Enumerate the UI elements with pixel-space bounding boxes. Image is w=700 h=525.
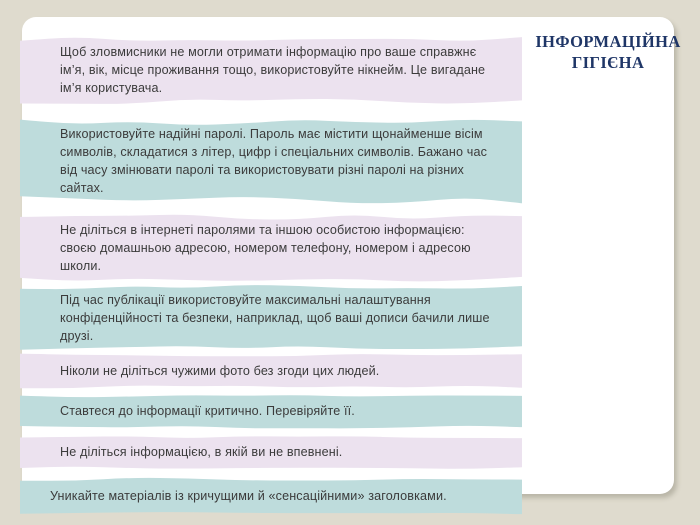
tip-text-1: Щоб зловмисники не могли отримати інформацію про ваше справжнє ім’я, вік, місце проживання тощо, використовуйте нікнейм. Це вигадане ім’я користувача.	[60, 44, 486, 96]
title-column	[520, 17, 696, 494]
tip-bubble-5	[20, 353, 522, 389]
tip-text-7: Не діліться інформацією, в якій ви не впевнені.	[60, 445, 343, 460]
tip-bubble-2	[20, 117, 522, 205]
tip-bubble-3	[20, 213, 522, 283]
page-title: ІНФОРМАЦІЙНА ГІГІЄНА	[535, 32, 681, 73]
tip-bubble-7	[20, 435, 522, 470]
tip-text-4: Під час публікації використовуйте максимальні налаштування конфіденційності та безпеки, наприклад, щоб ваші дописи бачили лише друзі.	[60, 292, 490, 344]
tip-text-2: Використовуйте надійні паролі. Пароль має містити щонайменше вісім символів, складатися з літер, цифр і спеціальних символів. Бажано час від часу змінювати паролі та використовувати різні паролі на різних сайтах.	[60, 126, 487, 196]
tip-text-6: Ставтеся до інформації критично. Перевіряйте її.	[60, 404, 355, 419]
tip-text-8: Уникайте матеріалів із кричущими й «сенсаційними» заголовками.	[50, 488, 447, 503]
tips-list	[20, 17, 524, 503]
tip-text-3: Не діліться в інтернеті паролями та іншою особистою інформацією: своєю домашньою адресою, номером телефону, номером і адресою школи.	[60, 222, 471, 274]
tip-bubble-4	[20, 283, 522, 353]
tip-bubble-1	[20, 34, 522, 106]
tip-bubble-6	[20, 394, 522, 429]
tip-text-5: Ніколи не діліться чужими фото без згоди цих людей.	[60, 363, 380, 378]
tip-bubble-8	[20, 477, 522, 515]
content-card	[22, 17, 681, 503]
